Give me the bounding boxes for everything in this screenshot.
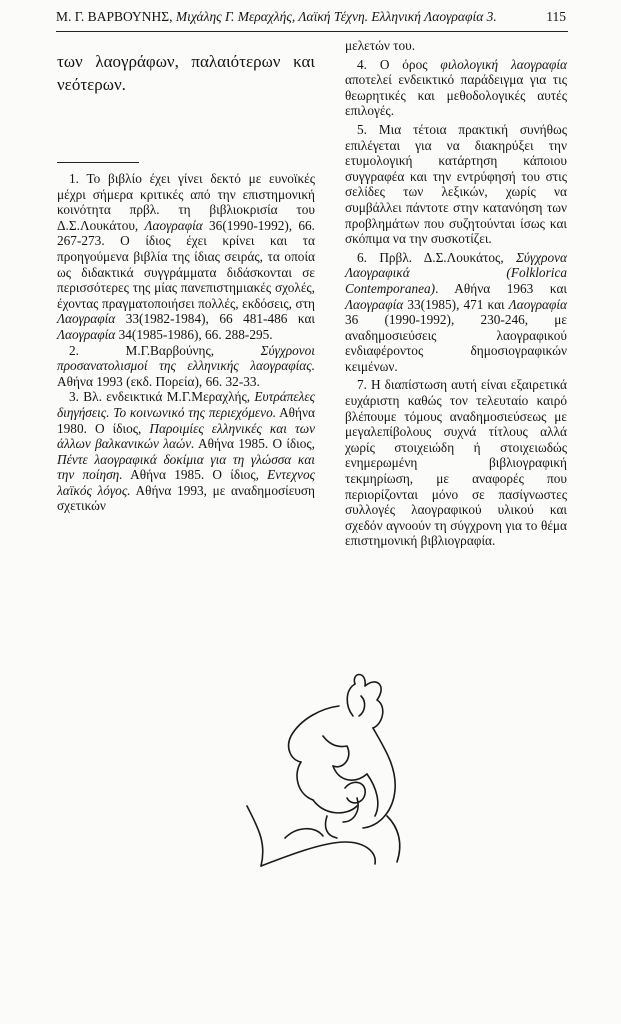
line-drawing-figure-icon: [227, 666, 427, 888]
footnote-text: 7. Η διαπίστωση αυτή είναι εξαιρετικά ευχάριστη καθώς τον τελευταίο καιρό βλέπουμε τόμους αναδημοσιεύσεως με μεγαλεπίβολους συχνά τίτλους αλλά χωρίς στοιχειώδη ή στοιχειωδώς ενημερωμένη βιβλιογραφική τεκμηρίωση, με αναφορές που περιορίζονται μόνο σε πασίγνωστες συλλογές λαογραφικού υλικού και σχεδόν αγνοούν τη σύγχρονη για το θέμα επιστημονική βιβλιογραφία.: [345, 377, 567, 549]
footnote-text: Σύγχρονα Λαογραφικά (Folklorica Contemporanea): [345, 249, 567, 296]
footnote-text: Ευτράπελες διηγήσεις. Το κοινωνικό της περιεχόμενο.: [57, 389, 315, 420]
page-number: 115: [546, 9, 566, 24]
footnote-text: 2. Μ.Γ.Βαρβούνης,: [69, 342, 261, 358]
footnote-text: φιλολογική λαογραφία: [440, 56, 567, 72]
header-rule: [56, 31, 568, 32]
left-footnotes: [57, 171, 315, 514]
footnote-text: 4. Ο όρος: [357, 56, 441, 72]
footnote-text: Αθήνα 1993, με αναδημοσίευση σχετικών: [57, 482, 315, 514]
footnote-text: Παροιμίες ελληνικές και των άλλων βαλκανικών λαών.: [57, 420, 316, 452]
illustration-svg: [227, 666, 427, 888]
footnote-text: Αθήνα 1980. Ο ίδιος,: [57, 404, 315, 436]
footnote-text: 6. Πρβλ. Δ.Σ.Λουκάτος,: [357, 249, 516, 265]
footnote-note-4: [345, 57, 567, 119]
footnote-text: Εντεχνος λαϊκός λόγος.: [57, 467, 315, 498]
header-author: Μ. Γ. ΒΑΡΒΟΥΝΗΣ,: [56, 9, 173, 24]
footnote-separator: [57, 162, 139, 163]
footnote-text: Λαογραφία: [508, 296, 567, 312]
footnote-note-2: [57, 343, 315, 390]
header-book-title: Μιχάλης Γ. Μεραχλής, Λαϊκή Τέχνη. Ελληνική Λαογραφία 3.: [175, 9, 497, 24]
footnote-text: Πέντε λαογραφικά δοκίμια για τη γλώσσα και την ποίηση.: [57, 451, 315, 483]
footnote-text: Αθήνα 1985. Ο ίδιος,: [194, 436, 316, 452]
running-title: [56, 9, 497, 25]
footnote-text: 36 (1990-1992), 230-246, με αναδημοσιεύσεις λαογραφικού ενδιαφέροντος δημοσιογραφικών κειμένων.: [345, 312, 567, 374]
footnote-text: 5. Μια τέτοια πρακτική συνήθως επιλέγεται για να διακηρύξει την ετυμολογική κατάρτηση κάποιου συγγραφέα και την εντρύφησή του στις σελίδες των λεξικών, χωρίς να συμβάλλει πάντοτε στην κατανόηση των προβλημάτων που συζητούνται ίσως και σκόπιμα να την συσκοτίζει.: [345, 121, 567, 247]
footnote-text: 33(1982-1984), 66 481-486 και: [115, 311, 315, 327]
left-column: [57, 34, 315, 514]
footnote-note-3: [57, 389, 315, 514]
footnote-text: . Αθήνα 1963 και: [435, 280, 567, 296]
footnote-text: 3. Βλ. ενδεικτικά Μ.Γ.Μεραχλής,: [69, 389, 255, 405]
footnote-text: 1. Το βιβλίο έχει γίνει δεκτό με ευνοϊκές μέχρι σήμερα κριτικές από την επιστημονική κοινότητα πρβλ. τη βιβλιοκρισία του Δ.Σ.Λουκάτου,: [57, 171, 315, 233]
right-column: [345, 38, 567, 552]
footnote-text: Λαογραφία: [144, 217, 203, 233]
carry-over-text: των λαογράφων, παλαιότερων και νεότερων.: [57, 52, 315, 94]
right-footnotes: [345, 38, 567, 549]
footnote-note-5: [345, 122, 567, 247]
footnote-text: 36(1990-1992), 66. 267-273. Ο ίδιος έχει κρίνει και τα προηγούμενα βιβλία της ίδιας σειράς, τα οποία ως διδακτικά συγγράμματα διδάσκονται σε περισσότερες της μίας πανεπιστημιακές σχολές, έχοντας πραγματοποιήσει πολλές, εκδόσεις, στη: [57, 217, 315, 311]
footnote-text: μελετών του.: [345, 38, 416, 53]
footnote-text: Αθήνα 1993 (εκδ. Πορεία), 66. 32-33.: [57, 373, 260, 389]
footnote-note-7: [345, 377, 567, 549]
footnote-text: 33(1985), 471 και: [403, 296, 509, 312]
footnote-text: Σύγχρονοι προσανατολισμοί της ελληνικής λαογραφίας.: [57, 342, 315, 374]
footnote-text: 34(1985-1986), 66. 288-295.: [115, 326, 273, 342]
footnote-text: αποτελεί ενδεικτικό παράδειγμα για τις θεωρητικές και μεθοδολογικές αυτές επιλογές.: [345, 72, 567, 119]
footnote-note-3-cont: [345, 38, 567, 54]
footnote-text: Λαογραφία: [57, 311, 116, 327]
footnote-text: Αθήνα 1985. Ο ίδιος,: [122, 467, 268, 483]
footnote-note-6: [345, 250, 567, 375]
page-header: [56, 9, 566, 29]
footnote-note-1: [57, 171, 315, 343]
footnote-text: Λαογραφία: [345, 296, 404, 312]
footnote-text: Λαογραφία: [57, 326, 116, 342]
